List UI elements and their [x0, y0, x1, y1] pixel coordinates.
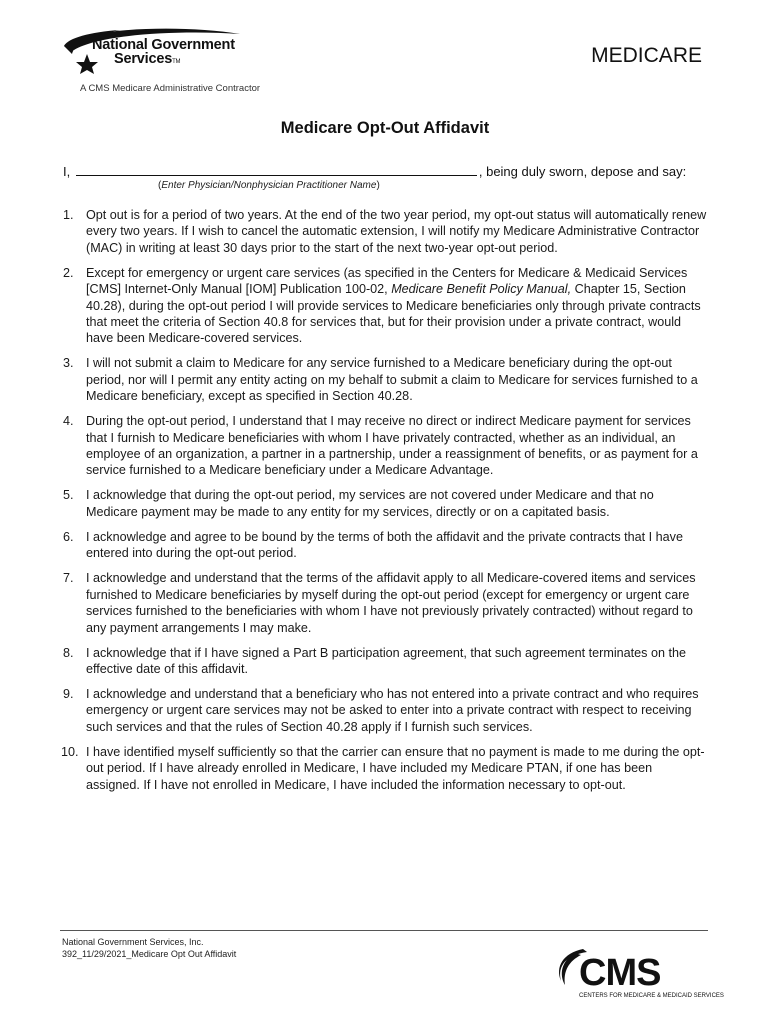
statement-item: 1. Opt out is for a period of two years. At the end of the two year period, my opt-out status will automatically renew every two years. If I wish to cancel the automatic extension, I will notify my Medicare Administrative Contractor (MAC) in writing at least 30 days prior to the start of the next two-year opt-out period. [63, 208, 707, 255]
cms-wordmark: CMS [579, 952, 661, 994]
name-blank-field[interactable] [76, 164, 477, 176]
oath-prefix: I, [63, 164, 71, 179]
cms-caption: CENTERS FOR MEDICARE & MEDICAID SERVICES [579, 993, 724, 999]
program-label: MEDICARE [591, 44, 702, 67]
logo-trademark: TM [172, 59, 181, 65]
logo-line-1: National Government [92, 37, 235, 53]
footer [62, 936, 236, 960]
affidavit-statements [63, 207, 708, 802]
tagline: A CMS Medicare Administrative Contractor [80, 83, 261, 94]
statement-item: 7. I acknowledge and understand that the terms of the affidavit apply to all Medicare-covered items and services furnished to Medicare beneficiaries by myself during the opt-out period (except for emergency or urgent care services furnished to the beneficiaries with whom I have not previously privately contracted) without regard to any payment arrangements I may make. [63, 571, 696, 635]
statement-item: 3. I will not submit a claim to Medicare for any service furnished to a Medicare beneficiary during the opt-out period, nor will I permit any entity acting on my behalf to submit a claim to Medicare for services furnished to a Medicare beneficiary, except as specified in Section 40.28. [63, 356, 698, 404]
cms-logo [553, 945, 724, 1001]
statement-item: 8. I acknowledge that if I have signed a Part B participation agreement, that such agreement terminates on the effective date of this affidavit. [63, 645, 686, 676]
statement-item: 10. I have identified myself sufficiently so that the carrier can ensure that no payment is made to me during the opt-out period. If I have already enrolled in Medicare, I have included my Medicare PTAN, if one has been assigned. If I have not enrolled in Medicare, I have included the information necessary to opt-out. [61, 744, 705, 792]
oath-suffix: , being duly sworn, depose and say: [478, 164, 687, 179]
logo-line-2: Services [114, 51, 173, 67]
footer-form-id: 392_11/29/2021_Medicare Opt Out Affidavit [62, 949, 237, 959]
document-title: Medicare Opt-Out Affidavit [280, 119, 490, 137]
statement-item: 6. I acknowledge and agree to be bound by the terms of both the affidavit and the private contracts that I have entered into during the opt-out period. [63, 529, 683, 561]
ngs-logo-text [92, 38, 235, 69]
statement-item: 2. Except for emergency or urgent care services (as specified in the Centers for Medicare & Medicaid Services [CMS] Internet-Only Manual [IOM] Publication 100-02, Medicare Benefit Policy Manual, Chapter 15, Section 40.28), during the opt-out period I will provide services to Medicare beneficiaries only through private contracts that meet the criteria of Section 40.8 for services that, but for their provision under a private contract, would have been Medicare-covered services. [63, 265, 701, 346]
statement-item: 9. I acknowledge and understand that a beneficiary who has not entered into a private contract and who requires emergency or urgent care services may not be asked to enter into a private contract with respect to receiving such services and that the rules of Section 40.28 apply if I furnish such services. [63, 686, 699, 734]
footer-divider [60, 930, 708, 931]
oath-line [63, 164, 713, 179]
name-field-hint: (Enter Physician/Nonphysician Practitioner Name) [158, 180, 380, 191]
footer-org: National Government Services, Inc. [62, 937, 204, 947]
statement-item: 4. During the opt-out period, I understand that I may receive no direct or indirect Medicare payment for services that I furnish to Medicare beneficiaries with whom I have privately contracted, whether as an individual, an employee of an organization, a partner in a partnership, under a reassignment of benefits, or as payment for a service furnished to a Medicare beneficiary under a Medicare Advantage. [63, 414, 698, 478]
statement-item: 5. I acknowledge that during the opt-out period, my services are not covered under Medicare and that no Medicare payment may be made to any entity for my services, directly or on a capitated basis. [63, 488, 654, 519]
